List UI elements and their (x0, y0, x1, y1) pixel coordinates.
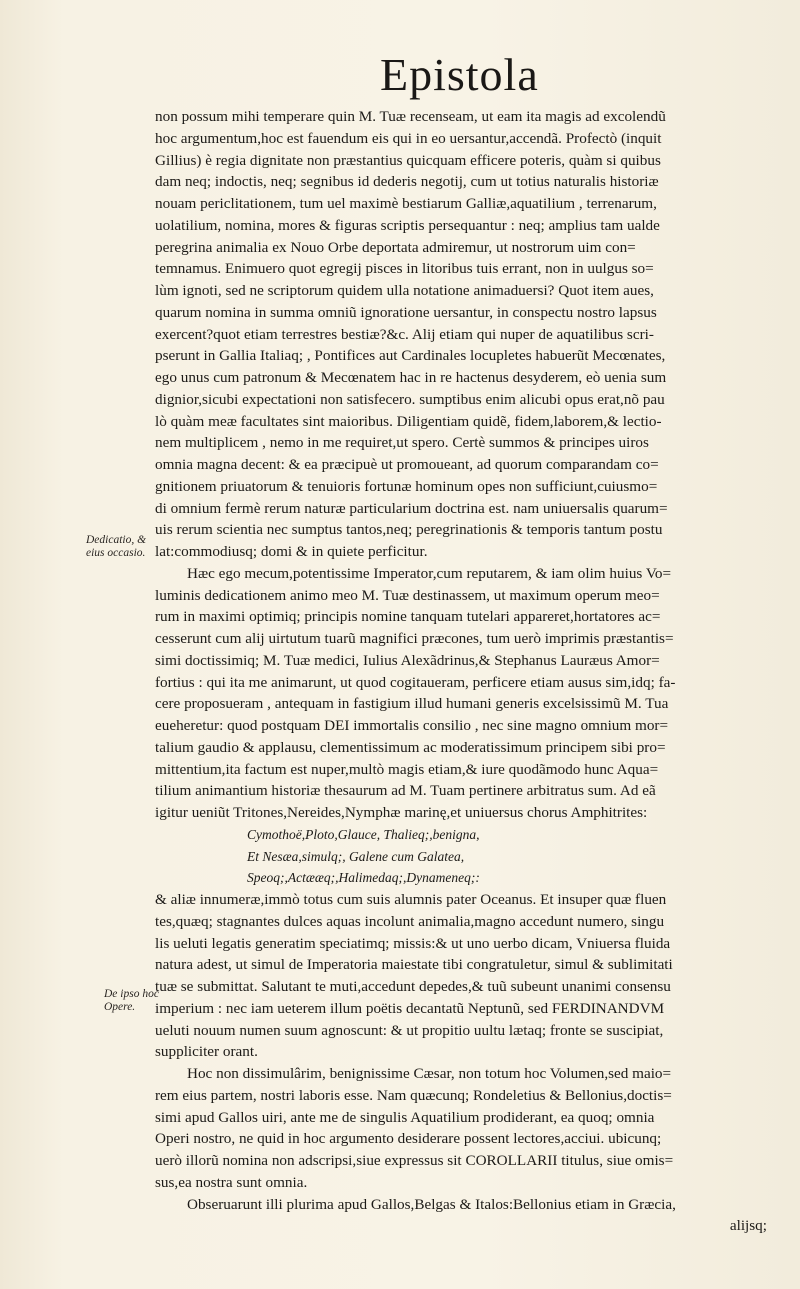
text-line: lò quàm meæ facultates sint maioribus. Diligentiam quidẽ, fidem,laborem,& lectio- (155, 412, 662, 430)
text-line: Hæc ego mecum,potentissime Imperator,cum reputarem, & iam olim huius Vo= (187, 564, 672, 582)
text-line: peregrina animalia ex Nouo Orbe deportata admiremur, ut nostrorum uim con= (155, 238, 636, 256)
text-line: Operi nostro, ne quid in hoc argumento desiderare possent lectores,acciui. ubicunq; (155, 1130, 662, 1148)
text-line: uis rerum scientia nec sumptus tantos,neq; peregrinationis & temporis tantum postu (155, 521, 663, 539)
text-line: hoc argumentum,hoc est fauendum eis qui in eo uersantur,accendã. Profectò (inquit (155, 129, 662, 147)
verse-line: Et Nesæa,simulq;, Galene cum Galatea, (247, 848, 465, 864)
text-line: dam neq; indoctis, neq; segnibus id dederis negotij, cum ut totius naturalis historiæ (155, 173, 659, 191)
text-line: tuæ se submittat. Salutant te muti,accedunt depedes,& tuũ subeunt unanimi consensu (155, 978, 671, 995)
running-title: Epistola (380, 49, 539, 100)
marginal-note-dedication: Dedicatio, & eius occasio. (86, 534, 147, 559)
text-line: uolatilium, nomina, mores & figuras scriptis persequantur : neq; amplius tam ualde (155, 216, 660, 234)
text-line: fortius : qui ita me animarunt, ut quod cogitaueram, perficere etiam ausus sim,idq; fa- (155, 673, 676, 691)
text-line: dignior,sicubi expectationi non satisfecero. sumptibus enim alicubi opus erat,nõ pau (155, 390, 665, 408)
text-line: luminis dedicationem animo meo M. Tuæ destinassem, ut maximum operum meo= (155, 586, 660, 604)
text-line: imperium : nec iam ueterem illum poëtis decantatũ Neptunũ, sed FERDINANDVM (155, 999, 665, 1017)
text-line: igitur ueniũt Tritones,Nereides,Nymphæ marinę,et uniuersus chorus Amphitrites: (155, 804, 648, 821)
text-line: simi apud Gallos uiri, ante me de singulis Aquatilium prodiderant, ea quoq; omnia (155, 1108, 655, 1126)
body-text (155, 106, 767, 1237)
text-line: tilium animantium historiæ thesaurum ad M. Tuam pertinere arbitratus sum. Ad eã (155, 782, 656, 800)
text-line: cere proposueram , antequam in fastigium illud humani generis excelsissimũ M. Tua (155, 695, 669, 713)
text-line: exercent?quot etiam terrestres bestiæ?&c. Alij etiam qui nuper de aquatilibus scri- (155, 325, 654, 343)
verse-line: Cymothoë,Ploto,Glauce, Thalieq;,benigna, (247, 826, 480, 842)
text-line: lùm ignoti, sed ne scriptorum quidem ulla notatione animaduersi? Quot item aues, (155, 282, 654, 299)
text-line: non possum mihi temperare quin M. Tuæ recenseam, ut eam ita magis ad excolendũ (155, 108, 666, 125)
text-line: tes,quæq; stagnantes dulces aquas incolunt animalia,magno accedunt numero, singu (155, 912, 665, 930)
text-line: & aliæ innumeræ,immò totus cum suis alumnis pater Oceanus. Et insuper quæ fluen (155, 891, 667, 908)
text-line: nem multiplicem , nemo in me requiret,ut spero. Certè summos & principes uiros (155, 434, 649, 452)
verse-line: Speoq;,Actææq;,Halimedaq;,Dynameneq;: (247, 870, 480, 886)
text-line: omnia magna decent: & ea præcipuè ut promoueant, ad quorum comparandam co= (155, 456, 659, 473)
text-line: Obseruarunt illi plurima apud Gallos,Belgas & Italos:Bellonius etiam in Græcia, (187, 1195, 676, 1213)
text-line: mittentium,ita factum est nuper,multò magis etiam,& iure quodãmodo hunc Aqua= (155, 760, 659, 778)
text-line: di omnium fermè rerum naturæ particularium doctrina est. nam uniuersalis quarum= (155, 499, 668, 517)
text-line: Gillius) è regia dignitate non præstantius quicquam efficere poteris, quàm si quibus (155, 151, 661, 169)
text-line: talium gaudio & applausu, clementissimum ac moderatissimum principem sibi pro= (155, 738, 666, 756)
text-line: quarum nomina in summa omniũ ignoratione uersantur, in conspectu nostro lapsus (155, 303, 657, 321)
text-line: rum in maximi optimiq; principis nomine tanquam tutelari appareret,hortatores ac= (155, 608, 661, 626)
text-line: gnitionem priuatorum & tenuioris fortunæ hominum opes non sufficiunt,cuiusmo= (155, 477, 658, 495)
text-line: simi doctissimiq; M. Tuæ medici, Iulius Alexãdrinus,& Stephanus Lauræus Amor= (155, 651, 660, 669)
text-line: ego unus cum patronum & Mecœnatem hac in re hactenus desyderem, eò uenia sum (155, 369, 667, 386)
text-line: lat:commodiusq; domi & in quiete perficitur. (155, 543, 428, 560)
text-line: rem eius partem, nostri laboris esse. Nam quæcunq; Rondeletius & Bellonius,doctis= (155, 1086, 672, 1104)
text-line: Hoc non dissimulârim, benignissime Cæsar, non totum hoc Volumen,sed maio= (187, 1065, 672, 1082)
text-line: pserunt in Gallia Italiaq; , Pontifices aut Cardinales locupletes habuerũt Mecœnates, (155, 347, 666, 365)
text-line: sus,ea nostra sunt omnia. (155, 1173, 308, 1191)
text-line: lis ueluti legatis generatim speciatimq; missis:& ut uno uerbo dicam, Vniuersa fluida (155, 934, 671, 952)
text-line: temnamus. Enimuero quot egregij pisces in litoribus tuis errant, non in uulgus so= (155, 260, 654, 278)
text-line: cesserunt cum alij uirtutum tuarũ magnifici præcones, tum uerò imprimis præstantis= (155, 630, 674, 647)
text-line: suppliciter orant. (155, 1043, 258, 1061)
marginal-note-work: De ipso hoc Opere. (104, 988, 159, 1013)
text-line: uerò illorũ nomina non adscripsi,siue expressus sit COROLLARII titulus, siue omis= (155, 1152, 674, 1169)
text-line: nouam periclitationem, tum uel maximè bestiarum Galliæ,aquatilium , terrenarum, (155, 195, 657, 212)
text-line: natura adest, ut simul de Imperatoria maiestate tibi congratuletur, simul & sublimitati (155, 956, 673, 974)
text-line: eueheretur: quod postquam DEI immortalis consilio , nec sine magno omnium mor= (155, 717, 669, 734)
catchword: alijsq; (729, 1217, 767, 1235)
text-line: ueluti nouum numen suum agnoscunt: & ut propitio uultu lætaq; fronte se suscipiat, (155, 1021, 664, 1039)
